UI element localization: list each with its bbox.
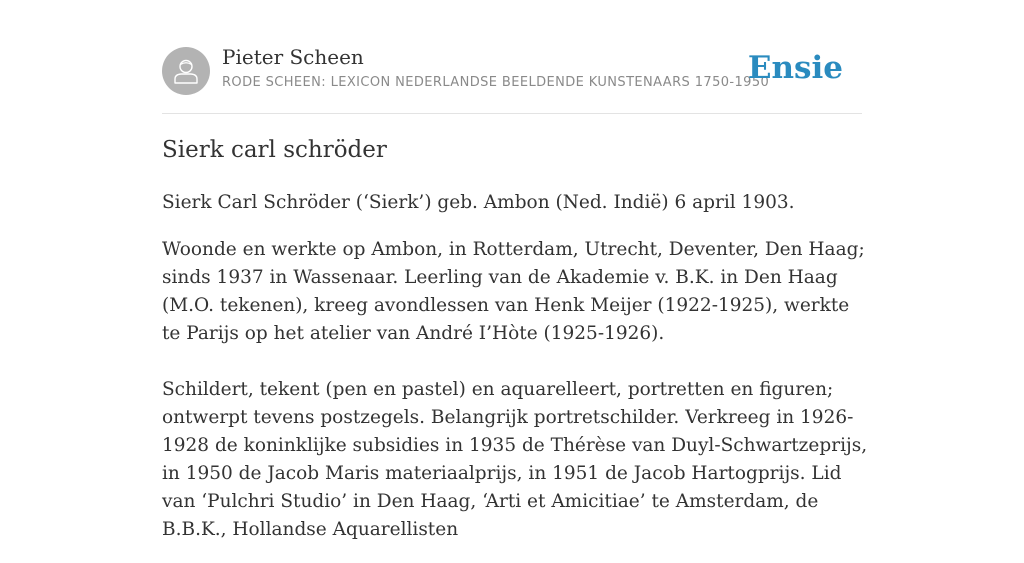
article-paragraph: Schildert, tekent (pen en pastel) en aquarelleert, portretten en figuren; ontwerpt tevens postzegels. Belangrijk portretschilder. Verkreeg in 1926-1928 de koninklijke subsidies in 1935 de Thérèse van Duyl-Schwartzeprijs, in 1950 de Jacob Maris materiaalprijs, in 1951 de Jacob Hartogprijs. Lid van ‘Pulchri Studio’ in Den Haag, ‘Arti et Amicitiae’ te Amsterdam, de B.B.K., Hollandse Aquarellisten — [162, 379, 868, 540]
ensie-logo[interactable]: Ensie — [747, 50, 843, 86]
article-title: Sierk carl schröder — [162, 137, 387, 163]
author-avatar[interactable] — [162, 47, 210, 95]
article-container — [162, 0, 868, 540]
article-body — [162, 189, 868, 563]
author-name[interactable]: Pieter Scheen — [222, 45, 364, 69]
user-icon — [171, 56, 201, 86]
article-paragraph: Woonde en werkte op Ambon, in Rotterdam, Utrecht, Deventer, Den Haag; sinds 1937 in Wassenaar. Leerling van de Akademie v. B.K. in Den Haag (M.O. tekenen), kreeg avondlessen van Henk Meijer (1922-1925), werkte te Parijs op het atelier van André I’Hòte (1925-1926). — [162, 239, 865, 344]
article-header — [162, 0, 862, 114]
article-paragraph: Sierk Carl Schröder (‘Sierk’) geb. Ambon (Ned. Indië) 6 april 1903. — [162, 192, 795, 213]
source-title[interactable]: RODE SCHEEN: LEXICON NEDERLANDSE BEELDENDE KUNSTENAARS 1750-1950 — [222, 75, 770, 90]
